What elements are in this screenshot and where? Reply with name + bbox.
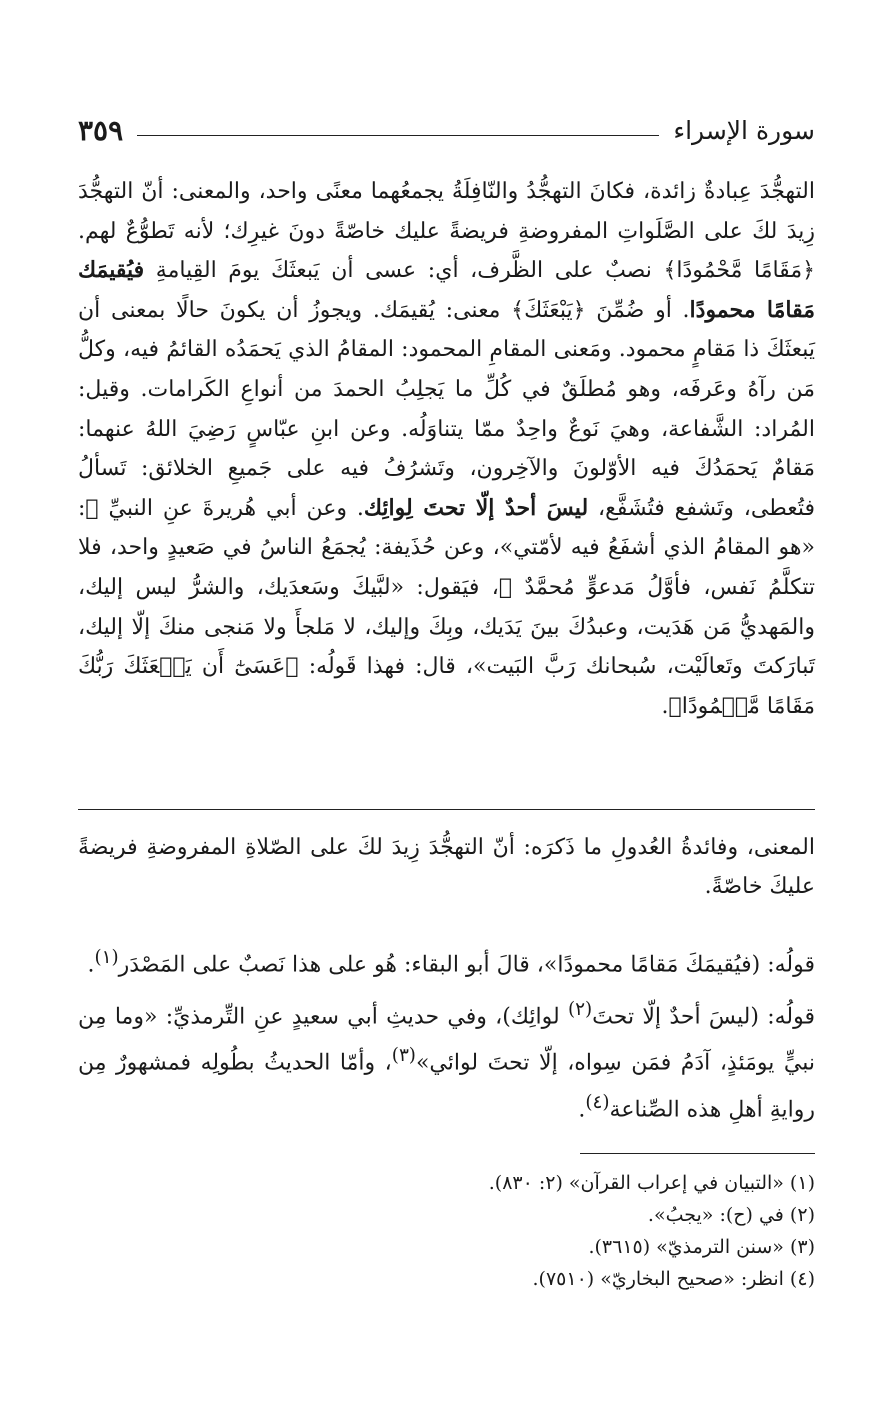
footnote-item: (١) «التبيان في إعراب القرآن» (٢: ٨٣٠).	[488, 1172, 815, 1194]
main-text-part: . أو ضُمِّنَ ﴿يَبْعَثَكَ﴾ معنى: يُقيمَك. ويجوزُ أن يكونَ حالًا بمعنى أن يَبعثَكَ ذا مَقامٍ محمود. ومَعنى المقامِ المحمود: المقامُ الذي يَحمَدُه القائمُ فيه، وكلُّ مَن رآهُ وعَرفَه، وهو مُطلَقٌ في كُلِّ ما يَجلِبُ الحمدَ من أنواعِ الكَرامات. وقيل: المُراد: الشَّفاعة، وهيَ نَوعٌ واحِدٌ ممّا يتناوَلُه. وعن ابنِ عبّاسٍ رَضِيَ اللهُ عنهما: مَقامٌ يَحمَدُكَ فيه الأوّلونَ والآخِرون، وتَشرُفُ فيه على جَميعِ الخلائق: تَسألُ فتُعطى، وتَشفع فتُشَفَّع،	[78, 297, 816, 521]
commentary-text: قولُه: (	[751, 952, 815, 978]
commentary-text: قولُه: (	[750, 1004, 815, 1030]
footnote-rule	[580, 1153, 815, 1154]
commentary-text: المعنى، وفائدةُ العُدولِ ما ذَكرَه: أنّ التهجُّدَ زِيدَ لكَ على الصّلاةِ المفروضةِ فريضةً عليكَ خاصّةً.	[78, 835, 815, 899]
main-text-part: التهجُّدَ عِبادةٌ زائدة، فكانَ التهجُّدُ والنّافِلَةُ يجمعُهما معنًى واحد، والمعنى: أنّ التهجُّدَ زِيدَ لكَ على الصَّلَواتِ المفروضةِ فريضةً عليك خاصّةً دونَ غيرِك؛ لأنه تَطوُّعٌ لهم.	[78, 179, 815, 244]
quoted-phrase: ليسَ أحدٌ إلّا تحتَ لِوائِك	[363, 494, 589, 521]
footnote-ref[interactable]: (٤)	[585, 1091, 610, 1113]
footnotes-list	[78, 1167, 815, 1295]
quoted-phrase: ليسَ أحدٌ إلّا تحتَ	[592, 1004, 751, 1030]
footnote-ref[interactable]: (٣)	[391, 1045, 416, 1067]
header-rule	[137, 135, 659, 136]
scholar-name: أبو البقاء	[411, 952, 490, 978]
commentary-text: )، وفي حديثِ أبي سعيدٍ عنِ التِّرمذيِّ: «وما مِن نبيٍّ يومَئذٍ، آدَمُ فمَن سِواه، إلّا تحتَ لوائي»	[78, 1004, 815, 1076]
commentary-text: : هُو على هذا نَصبٌ على المَصْدَر	[118, 952, 412, 978]
commentary-text: »، قالَ	[489, 952, 558, 978]
footnote-item: (٤) انظر: «صحيح البخاريّ» (٧٥١٠).	[532, 1268, 815, 1290]
section-divider	[78, 809, 815, 810]
running-header	[78, 110, 815, 150]
footnote-item: (٢) في (ح): «يجبُ».	[647, 1204, 815, 1226]
main-text	[78, 172, 815, 726]
footnote-ref[interactable]: (١)	[94, 947, 119, 968]
quoted-phrase: فيُقيمَكَ مَقامًا محمودًا	[557, 952, 752, 978]
commentary-text: ، وأمّا الحديثُ بطُولِه فمشهورٌ مِن روايةِ أهلِ هذه الصِّناعة	[78, 1050, 815, 1122]
commentary-paragraph	[78, 990, 815, 1129]
commentary-text: .	[87, 952, 95, 978]
page-number: ٣٥٩	[78, 113, 124, 147]
quoted-phrase: فيُقيمَك مَقامًا محمودًا	[78, 257, 815, 323]
commentary-text: .	[578, 1096, 586, 1122]
main-text-part: . وعن أبي هُريرةَ عنِ النبيِّ ﷺ: «هو المقامُ الذي أشفَعُ فيه لأمّتي»، وعن حُذَيفة: يُجمَعُ الناسُ في صَعيدٍ واحد، فلا تتكلَّمُ نَفس، فأوَّلُ مَدعوٍّ مُحمَّدٌ ﷺ، فيَقول: «لبَّيكَ وسَعدَيك، والشرُّ ليس إليك، والمَهديُّ مَن هَدَيت، وعبدُكَ بينَ يَدَيك، وبِكَ وإليك، لا مَلجأَ ولا مَنجى منكَ إلّا إليك، تَبارَكتَ وتَعالَيْت، سُبحانك رَبَّ البَيت»، قال: فهذا قَولُه: ﴿عَسَىٰٓ أَن يَبۡعَثَكَ رَبُّكَ مَقَامًا مَّحۡمُودًا﴾.	[78, 495, 815, 719]
footnote-ref[interactable]: (٢)	[567, 999, 593, 1020]
footnote-item: (٣) «سنن الترمذيّ» (٣٦١٥).	[588, 1236, 815, 1258]
quoted-phrase: لوائِك	[510, 1004, 568, 1030]
commentary-paragraph	[78, 828, 815, 906]
main-text-part: ﴿مَقَامًا مَّحْمُودًا﴾ نصبٌ على الظَّرف، أي: عسى أن يَبعثَكَ يومَ القِيامةِ	[144, 258, 815, 284]
surah-title: سورة الإسراء	[673, 115, 815, 145]
commentary-paragraph	[78, 938, 815, 984]
